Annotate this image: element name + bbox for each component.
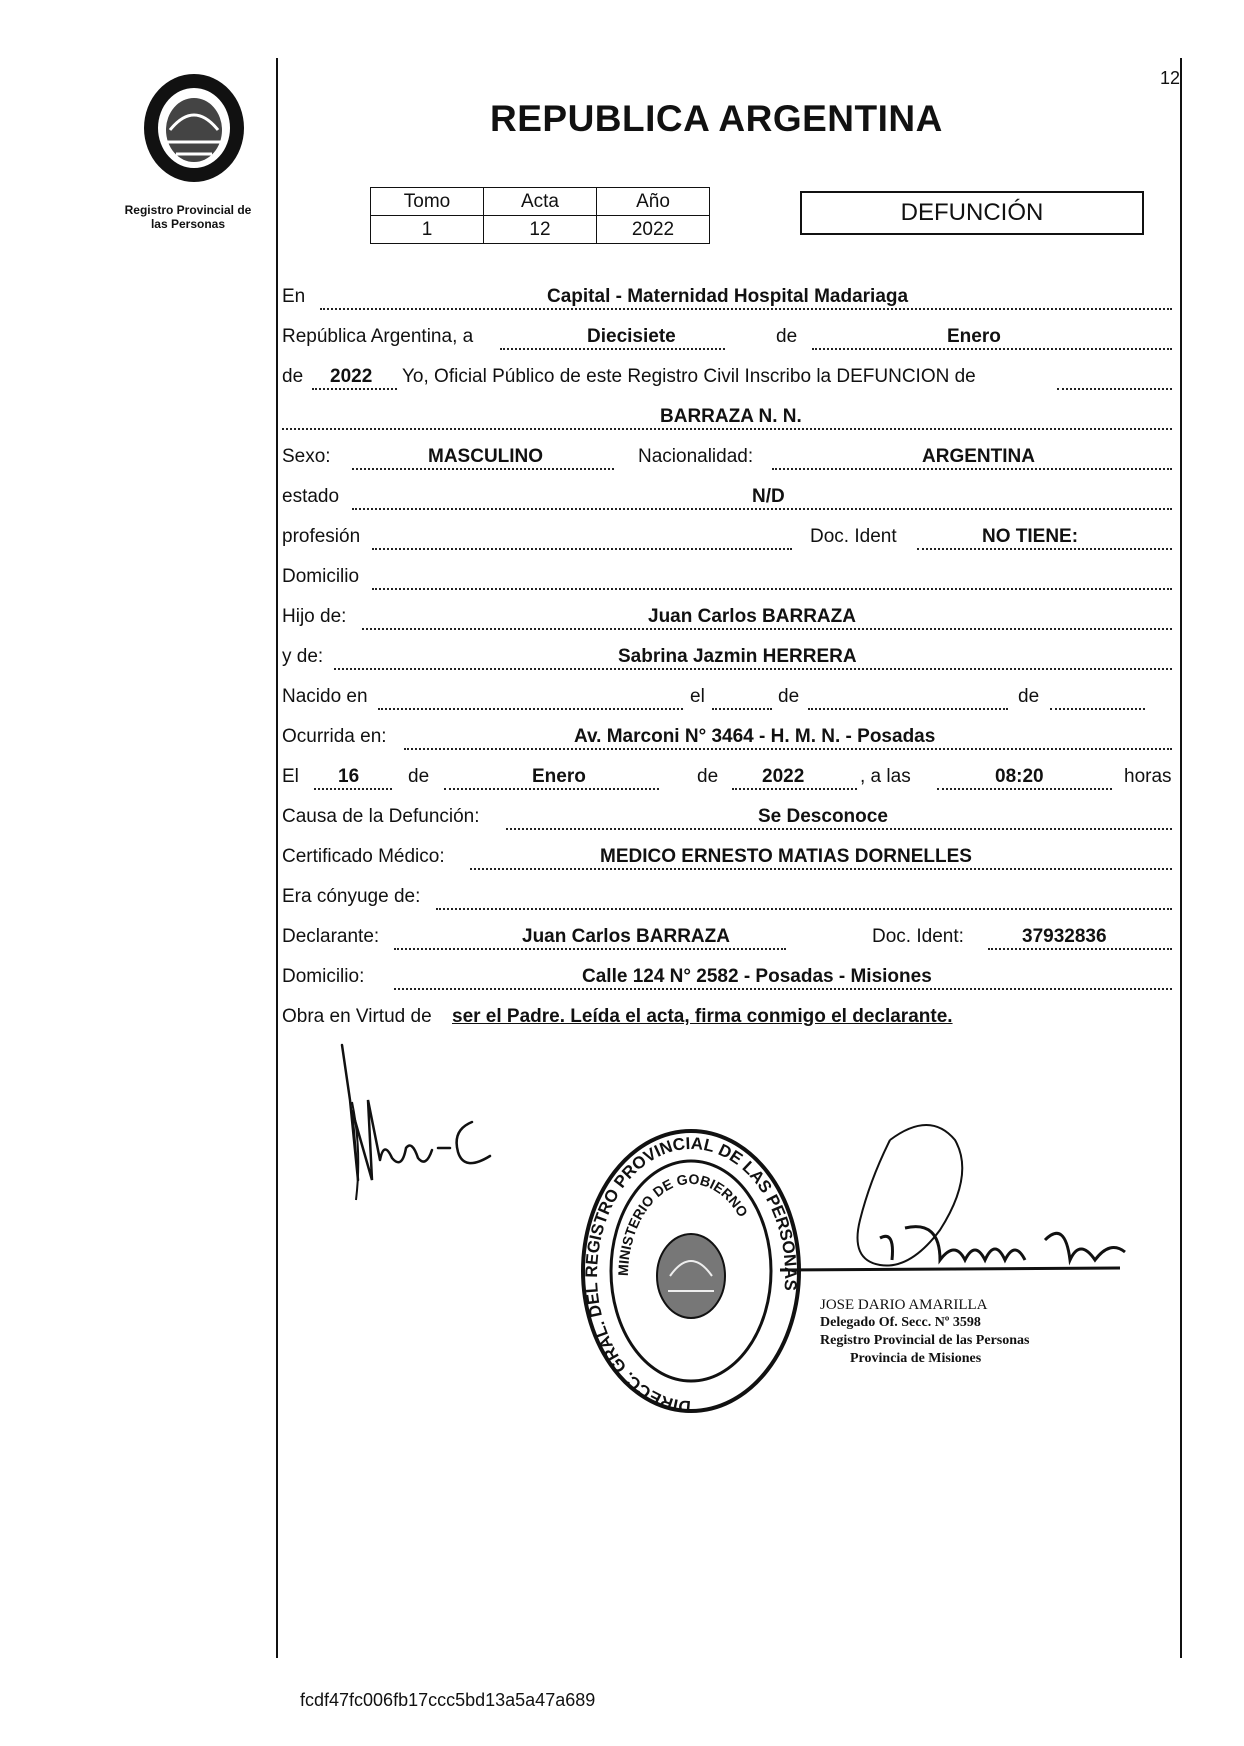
row-certificado <box>282 842 1172 872</box>
anio-header: Año <box>597 188 710 216</box>
dotted-line <box>436 908 1172 910</box>
declarante-label: Declarante: <box>282 926 380 947</box>
row-profesion <box>282 522 1172 552</box>
hijo-value: Juan Carlos BARRAZA <box>648 606 856 627</box>
dotted-line <box>320 308 1172 310</box>
dotted-line <box>372 588 1172 590</box>
dotted-line <box>378 708 683 710</box>
record-number-table <box>370 187 710 244</box>
dotted-line <box>712 708 772 710</box>
death-month: Enero <box>532 766 586 787</box>
dotted-line <box>352 508 1172 510</box>
right-margin-line <box>1180 58 1182 1658</box>
el-label: el <box>690 686 705 707</box>
dotted-line <box>732 788 857 790</box>
dotted-line <box>917 548 1172 550</box>
official-signature <box>780 1120 1160 1310</box>
left-margin-line <box>276 58 278 1658</box>
dotted-line <box>372 548 792 550</box>
dotted-line <box>394 948 786 950</box>
dotted-line <box>808 708 1008 710</box>
nacido-label: Nacido en <box>282 686 368 707</box>
de6-label: de <box>697 766 719 787</box>
dotted-line <box>506 828 1172 830</box>
dotted-line <box>312 388 397 390</box>
yo-text: Yo, Oficial Público de este Registro Civil Inscribo la DEFUNCION de <box>402 366 976 387</box>
row-domicilio <box>282 562 1172 592</box>
obra-label: Obra en Virtud de <box>282 1006 432 1027</box>
anio-value: 2022 <box>597 216 710 244</box>
document-title: REPUBLICA ARGENTINA <box>490 98 943 139</box>
profesion-label: profesión <box>282 526 361 547</box>
death-year: 2022 <box>762 766 805 787</box>
dotted-line <box>500 348 725 350</box>
document-hash: fcdf47fc006fb17ccc5bd13a5a47a689 <box>300 1690 596 1710</box>
declarante-value: Juan Carlos BARRAZA <box>522 926 730 947</box>
republica-label: República Argentina, a <box>282 326 474 347</box>
yde-label: y de: <box>282 646 324 667</box>
estado-value: N/D <box>752 486 785 507</box>
dotted-line <box>470 868 1172 870</box>
doc-ident-label: Doc. Ident <box>810 526 897 547</box>
row-date <box>282 322 1172 352</box>
causa-value: Se Desconoce <box>758 806 888 827</box>
doc-ident2-value: 37932836 <box>1022 926 1107 947</box>
row-conyuge <box>282 882 1172 912</box>
registry-caption-line1: Registro Provincial de <box>124 203 252 217</box>
horas-label: horas <box>1124 766 1172 787</box>
causa-label: Causa de la Defunción: <box>282 806 480 827</box>
row-nacido <box>282 682 1172 712</box>
record-type-box: DEFUNCIÓN <box>800 191 1144 235</box>
de2-label: de <box>282 366 304 387</box>
official-office: Registro Provincial de las Personas <box>820 1333 1030 1348</box>
dotted-line <box>444 788 659 790</box>
dotted-line <box>394 988 1172 990</box>
official-province: Provincia de Misiones <box>850 1351 982 1366</box>
doc-ident2-label: Doc. Ident: <box>872 926 964 947</box>
nacionalidad-value: ARGENTINA <box>922 446 1035 467</box>
row-domicilio-declarante <box>282 962 1172 992</box>
month-value: Enero <box>947 326 1001 347</box>
official-role: Delegado Of. Secc. Nº 3598 <box>820 1315 981 1330</box>
official-stamp <box>578 1126 804 1416</box>
tomo-value: 1 <box>371 216 484 244</box>
tomo-header: Tomo <box>371 188 484 216</box>
row-hijo <box>282 602 1172 632</box>
page-number: 12 <box>1160 68 1181 88</box>
row-ocurrida <box>282 722 1172 752</box>
certificado-label: Certificado Médico: <box>282 846 445 867</box>
row-obra <box>282 1002 1172 1032</box>
row-estado <box>282 482 1172 512</box>
domicilio-label: Domicilio <box>282 566 360 587</box>
dotted-line <box>1050 708 1145 710</box>
row-fecha-defuncion <box>282 762 1182 792</box>
hijo-label: Hijo de: <box>282 606 347 627</box>
dotted-line <box>772 468 1172 470</box>
dotted-line <box>334 668 1172 670</box>
dotted-line <box>282 428 1172 430</box>
official-name: JOSE DARIO AMARILLA <box>820 1297 988 1313</box>
dotted-line <box>937 788 1112 790</box>
province-coat-of-arms-logo <box>136 70 252 186</box>
en-value: Capital - Maternidad Hospital Madariaga <box>547 286 909 307</box>
dotted-line <box>314 788 392 790</box>
dotted-line <box>362 628 1172 630</box>
declarant-signature <box>322 1040 522 1240</box>
de3-label: de <box>778 686 800 707</box>
dotted-line <box>352 468 614 470</box>
registry-caption-line2: las Personas <box>150 217 226 231</box>
certificado-value: MEDICO ERNESTO MATIAS DORNELLES <box>600 846 972 867</box>
registry-caption <box>108 203 268 231</box>
sexo-label: Sexo: <box>282 446 331 467</box>
acta-header: Acta <box>484 188 597 216</box>
deceased-name: BARRAZA N. N. <box>660 406 802 427</box>
domicilio2-label: Domicilio: <box>282 966 365 987</box>
ocurrida-value: Av. Marconi N° 3464 - H. M. N. - Posadas <box>574 726 936 747</box>
official-block <box>820 1296 1120 1368</box>
row-deceased <box>282 402 1172 432</box>
dotted-line <box>1057 388 1172 390</box>
stamp-inner-text: MINISTERIO DE GOBIERNO <box>614 1170 752 1277</box>
row-yde <box>282 642 1172 672</box>
acta-value: 12 <box>484 216 597 244</box>
stamp-ring-text: DIRECC. GRAL. DEL REGISTRO PROVINCIAL DE LAS PERSONAS <box>581 1133 801 1417</box>
doc-ident-value: NO TIENE: <box>982 526 1079 547</box>
row-yo <box>282 362 1172 392</box>
de-label: de <box>776 326 798 347</box>
domicilio2-value: Calle 124 N° 2582 - Posadas - Misiones <box>582 966 932 987</box>
obra-value: ser el Padre. Leída el acta, firma conmigo el declarante. <box>452 1006 953 1027</box>
day-value: Diecisiete <box>587 326 676 347</box>
ocurrida-label: Ocurrida en: <box>282 726 387 747</box>
conyuge-label: Era cónyuge de: <box>282 886 421 907</box>
estado-label: estado <box>282 486 340 507</box>
row-declarante <box>282 922 1172 952</box>
row-en <box>282 282 1172 312</box>
sexo-value: MASCULINO <box>428 446 544 467</box>
de5-label: de <box>408 766 430 787</box>
death-time: 08:20 <box>995 766 1044 787</box>
de4-label: de <box>1018 686 1040 707</box>
alas-label: , a las <box>860 766 911 787</box>
dotted-line <box>812 348 1172 350</box>
row-sexo <box>282 442 1172 472</box>
year-value: 2022 <box>330 366 373 387</box>
nacionalidad-label: Nacionalidad: <box>638 446 754 467</box>
en-label: En <box>282 286 306 307</box>
dotted-line <box>988 948 1172 950</box>
dotted-line <box>404 748 1172 750</box>
row-causa <box>282 802 1172 832</box>
death-day: 16 <box>338 766 360 787</box>
yde-value: Sabrina Jazmin HERRERA <box>618 646 857 667</box>
el-upper-label: El <box>282 766 299 787</box>
